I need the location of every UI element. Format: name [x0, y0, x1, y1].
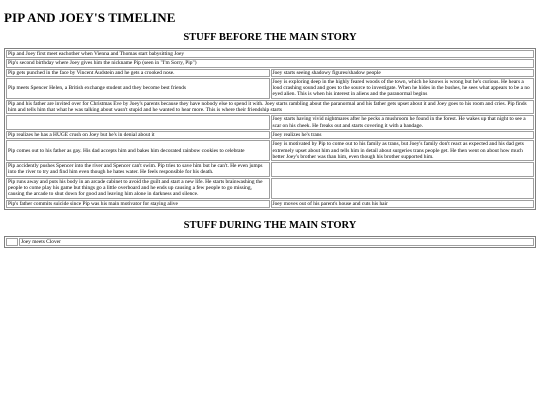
table-cell: Pip and his father are invited over for Christmas Eve by Joey's parents because they have nobody else to spend it with. Joey starts rambling about the paranormal and his father gets upset about it and Joey goes to his room and cries. Pip finds him and tells him that what he was talking about wasn't stupid and he wanted to hear more. This is where their friendship starts	[6, 100, 534, 115]
table-row	[6, 59, 534, 67]
table-row	[6, 140, 534, 161]
table-cell: Joey starts seeing shadowy figures/shadow people	[271, 69, 535, 77]
table-cell: Pip's father commits suicide since Pip was his main motivator for staying alive	[6, 200, 270, 208]
table-row	[6, 131, 534, 139]
before-timeline-table	[4, 48, 536, 210]
table-row	[6, 238, 534, 246]
during-heading: STUFF DURING THE MAIN STORY	[183, 219, 357, 231]
table-cell: Joey is exploring deep in the highly feared woods of the town, which he knows is wrong but he's curious. He hears a loud crashing sound and goes to the source to investigate. When he hides in the bushes, he sees what appears to be a no eyed alien. This is when his interest in aliens and the paranormal begins	[271, 78, 535, 99]
table-cell: Joey starts having vivid nightmares after he pecks a mushroom he found in the forest. He wakes up that night to see a scar on his cheek. He freaks out and starts covering it with a bandage.	[271, 115, 535, 130]
table-cell	[6, 115, 270, 130]
table-row	[6, 69, 534, 77]
table-cell: Pip meets Spencer Helen, a British exchange student and they become best friends	[6, 78, 270, 99]
table-row	[6, 178, 534, 199]
table-cell: Joey meets Clover	[19, 238, 534, 246]
table-row	[6, 162, 534, 177]
table-cell	[271, 178, 535, 199]
page-title: PIP AND JOEY'S TIMELINE	[4, 10, 176, 25]
table-cell: Pip runs away and puts his body in an arcade cabinet to avoid the guilt and start a new life. He starts brainwashing the people to come play his game but things go a little overboard and he ends up causing a few people to go missing, causing the arcade to shut down for good and leaving him alone in darkness and silence.	[6, 178, 270, 199]
table-cell	[271, 162, 535, 177]
table-cell: Pip gets punched in the face by Vincent Audstein and he gets a crooked nose.	[6, 69, 270, 77]
table-cell: Joey moves out of his parent's house and cuts his hair	[271, 200, 535, 208]
table-cell: Pip accidently pushes Spencer into the river and Spencer can't swim. Pip tries to save him but he can't. He even jumps into the river to try and find him even though he hates water. He feels responsible for his death.	[6, 162, 270, 177]
table-row	[6, 100, 534, 115]
table-row	[6, 50, 534, 58]
table-cell: Pip realizes he has a HUGE crush on Joey but he's in denial about it	[6, 131, 270, 139]
before-heading: STUFF BEFORE THE MAIN STORY	[183, 32, 357, 43]
table-row	[6, 200, 534, 208]
table-row	[6, 115, 534, 130]
table-row	[6, 78, 534, 99]
table-cell: Pip comes out to his father as gay. His dad accepts him and bakes him decorated rainbow cookies to celebrate	[6, 140, 270, 161]
table-cell: Joey realizes he's trans	[271, 131, 535, 139]
table-cell	[6, 238, 18, 246]
during-timeline-table	[4, 236, 536, 248]
table-cell: Joey is motivated by Pip to come out to his family as trans, but Joey's family don't react as expected and his dad gets extremely upset about him and tells him in detail about surgeries trans people get. He then went on about how much better Joey's brother was than him, even though his brother supported him.	[271, 140, 535, 161]
table-cell: Pip's second birthday where Joey gives him the nickname Pip (seen in "I'm Sorry, Pip")	[6, 59, 534, 67]
table-cell: Pip and Joey first meet eachother when Vienna and Thomas start babysitting Joey	[6, 50, 534, 58]
